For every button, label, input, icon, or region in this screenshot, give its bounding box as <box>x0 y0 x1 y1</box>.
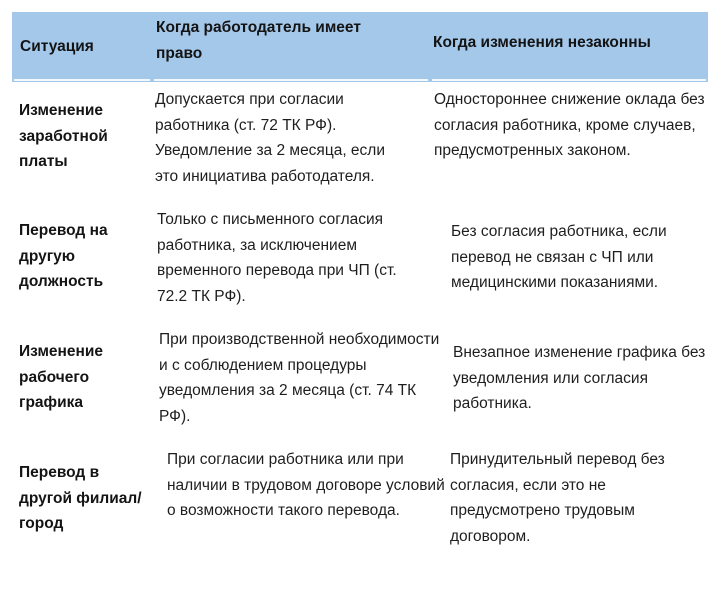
allowed-cell: При производственной необходимости и с соблюдением процедуры уведомления за 2 месяца (ст. 74 ТК РФ). <box>159 331 440 425</box>
situation-cell: Перевод в другой филиал/город <box>19 464 142 532</box>
comparison-table <box>12 12 708 545</box>
illegal-cell: Без согласия работника, если перевод не связан с ЧП или медицинскими показаниями. <box>451 223 667 291</box>
allowed-cell: Только с письменного согласия работника, за исключением временного перевода при ЧП (ст. 72.2 ТК РФ). <box>157 211 397 305</box>
allowed-cell: При согласии работника или при наличии в трудовом договоре условий о возможности такого перевода. <box>167 451 445 519</box>
header-divider <box>432 79 706 81</box>
illegal-cell: Одностороннее снижение оклада без согласия работника, кроме случаев, предусмотренных законом. <box>434 91 705 159</box>
column-header-allowed: Когда работодатель имеет право <box>156 19 361 62</box>
header-divider <box>154 79 428 81</box>
column-header-illegal: Когда изменения незаконны <box>433 34 651 51</box>
header-divider <box>14 79 150 81</box>
table-header <box>12 12 708 82</box>
column-header-situation: Ситуация <box>20 38 94 55</box>
situation-cell: Перевод на другую должность <box>19 222 108 290</box>
allowed-cell: Допускается при согласии работника (ст. 72 ТК РФ). Уведомление за 2 месяца, если это инициатива работодателя. <box>155 91 386 185</box>
situation-cell: Изменение рабочего графика <box>19 343 104 411</box>
situation-cell: Изменение заработной платы <box>19 102 108 170</box>
illegal-cell: Внезапное изменение графика без уведомления или согласия работника. <box>453 344 706 412</box>
illegal-cell: Принудительный перевод без согласия, если это не предусмотрено трудовым договором. <box>450 451 665 545</box>
